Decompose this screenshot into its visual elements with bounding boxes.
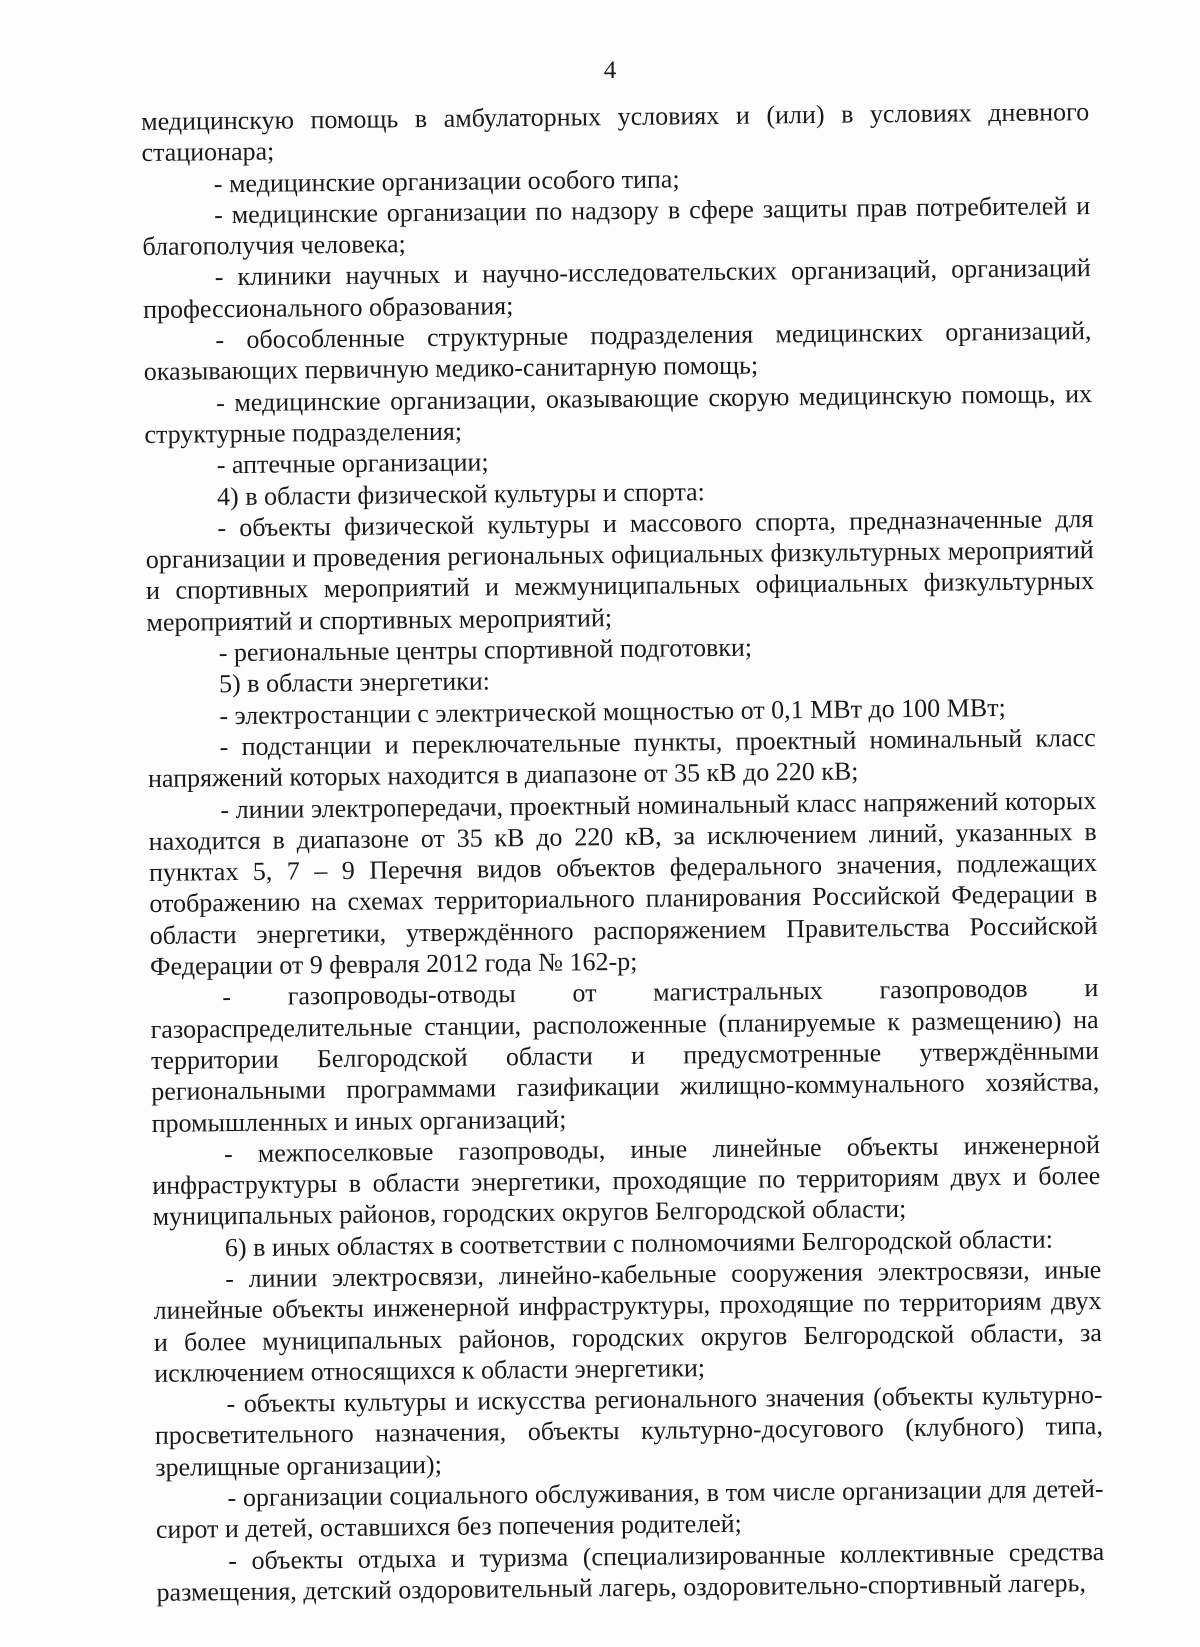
section-heading: 5) в области энергетики:: [218, 666, 491, 699]
list-item: - электростанции с электрической мощностью от 0,1 МВт до 100 МВт;: [219, 692, 1006, 730]
list-item: - медицинские организации особого типа;: [213, 163, 680, 198]
list-item: - линии электропередачи, проектный номинальный класс напряжений которых находится в диапазоне от 35 кВ до 220 кВ, за исключением линий, указанных в пунктах 5, 7 – 9 Перечня видов объектов федерального значения, подлежащих отображению на схемах территориального планирования Российской Федерации в области энергетики, утверждённого распоряжением Правительства Российской Федерации от 9 февраля 2012 года № 162-р;: [148, 785, 1098, 981]
list-item: - межпоселковые газопроводы, иные линейные объекты инженерной инфраструктуры в области энергетики, проходящие по территориям двух и более муниципальных районов, городских округов Белгородской области;: [152, 1129, 1101, 1232]
list-item: - объекты физической культуры и массового спорта, предназначенные для организации и проведения региональных официальных физкультурных мероприятий и спортивных мероприятий и межмуниципальных официальных физкультурных мероприятий и спортивных мероприятий;: [145, 503, 1095, 637]
list-item: - объекты культуры и искусства регионального значения (объекты культурно-просветительного назначения, объекты культурно-досугового (клубного) типа, зрелищные организации);: [154, 1380, 1104, 1482]
list-item: - организации социального обслуживания, в том числе организации для детей-сирот и детей, оставшихся без попечения родителей;: [155, 1474, 1104, 1545]
paragraph: медицинскую помощь в амбулаторных условиях и (или) в условиях дневного стационара;: [141, 97, 1090, 168]
list-item: - объекты отдыха и туризма (специализированные коллективные средства размещения, детский оздоровительный лагерь, оздоровительно-спортивный лагерь,: [156, 1536, 1105, 1607]
list-item: - линии электросвязи, линейно-кабельные сооружения электросвязи, иные линейные объекты инженерной инфраструктуры, проходящие по территориям двух и более муниципальных районов, городских округов Белгородской области, за исключением относящихся к области энергетики;: [153, 1254, 1103, 1388]
page-number: 4: [603, 57, 617, 84]
list-item: - медицинские организации по надзору в сфере защиты прав потребителей и благополучия человека;: [142, 190, 1091, 262]
list-item: - клиники научных и научно-исследовательских организаций, организаций профессионального образования;: [142, 253, 1091, 324]
list-item: - обособленные структурные подразделения медицинских организаций, оказывающих первичную медико-санитарную помощь;: [143, 316, 1092, 387]
list-item: - аптечные организации;: [216, 447, 489, 480]
list-item: - медицинские организации, оказывающие скорую медицинскую помощь, их структурные подразделения;: [144, 378, 1093, 449]
section-heading: 4) в области физической культуры и спорта:: [216, 476, 705, 511]
document-body: [141, 96, 1105, 1608]
list-item: - газопроводы-отводы от магистральных газопроводов и газораспределительные станции, расположенные (планируемые к размещению) на территории Белгородской области и предусмотренные утверждёнными региональными программами газификации жилищно-коммунального хозяйства, промышленных и иных организаций;: [150, 973, 1100, 1138]
list-item: - региональные центры спортивной подготовки;: [218, 632, 753, 668]
section-heading: 6) в иных областях в соответствии с полномочиями Белгородской области:: [224, 1224, 1054, 1262]
list-item: - подстанции и переключательные пункты, проектный номинальный класс напряжений которых находится в диапазоне от 35 кВ до 220 кВ;: [147, 722, 1096, 794]
